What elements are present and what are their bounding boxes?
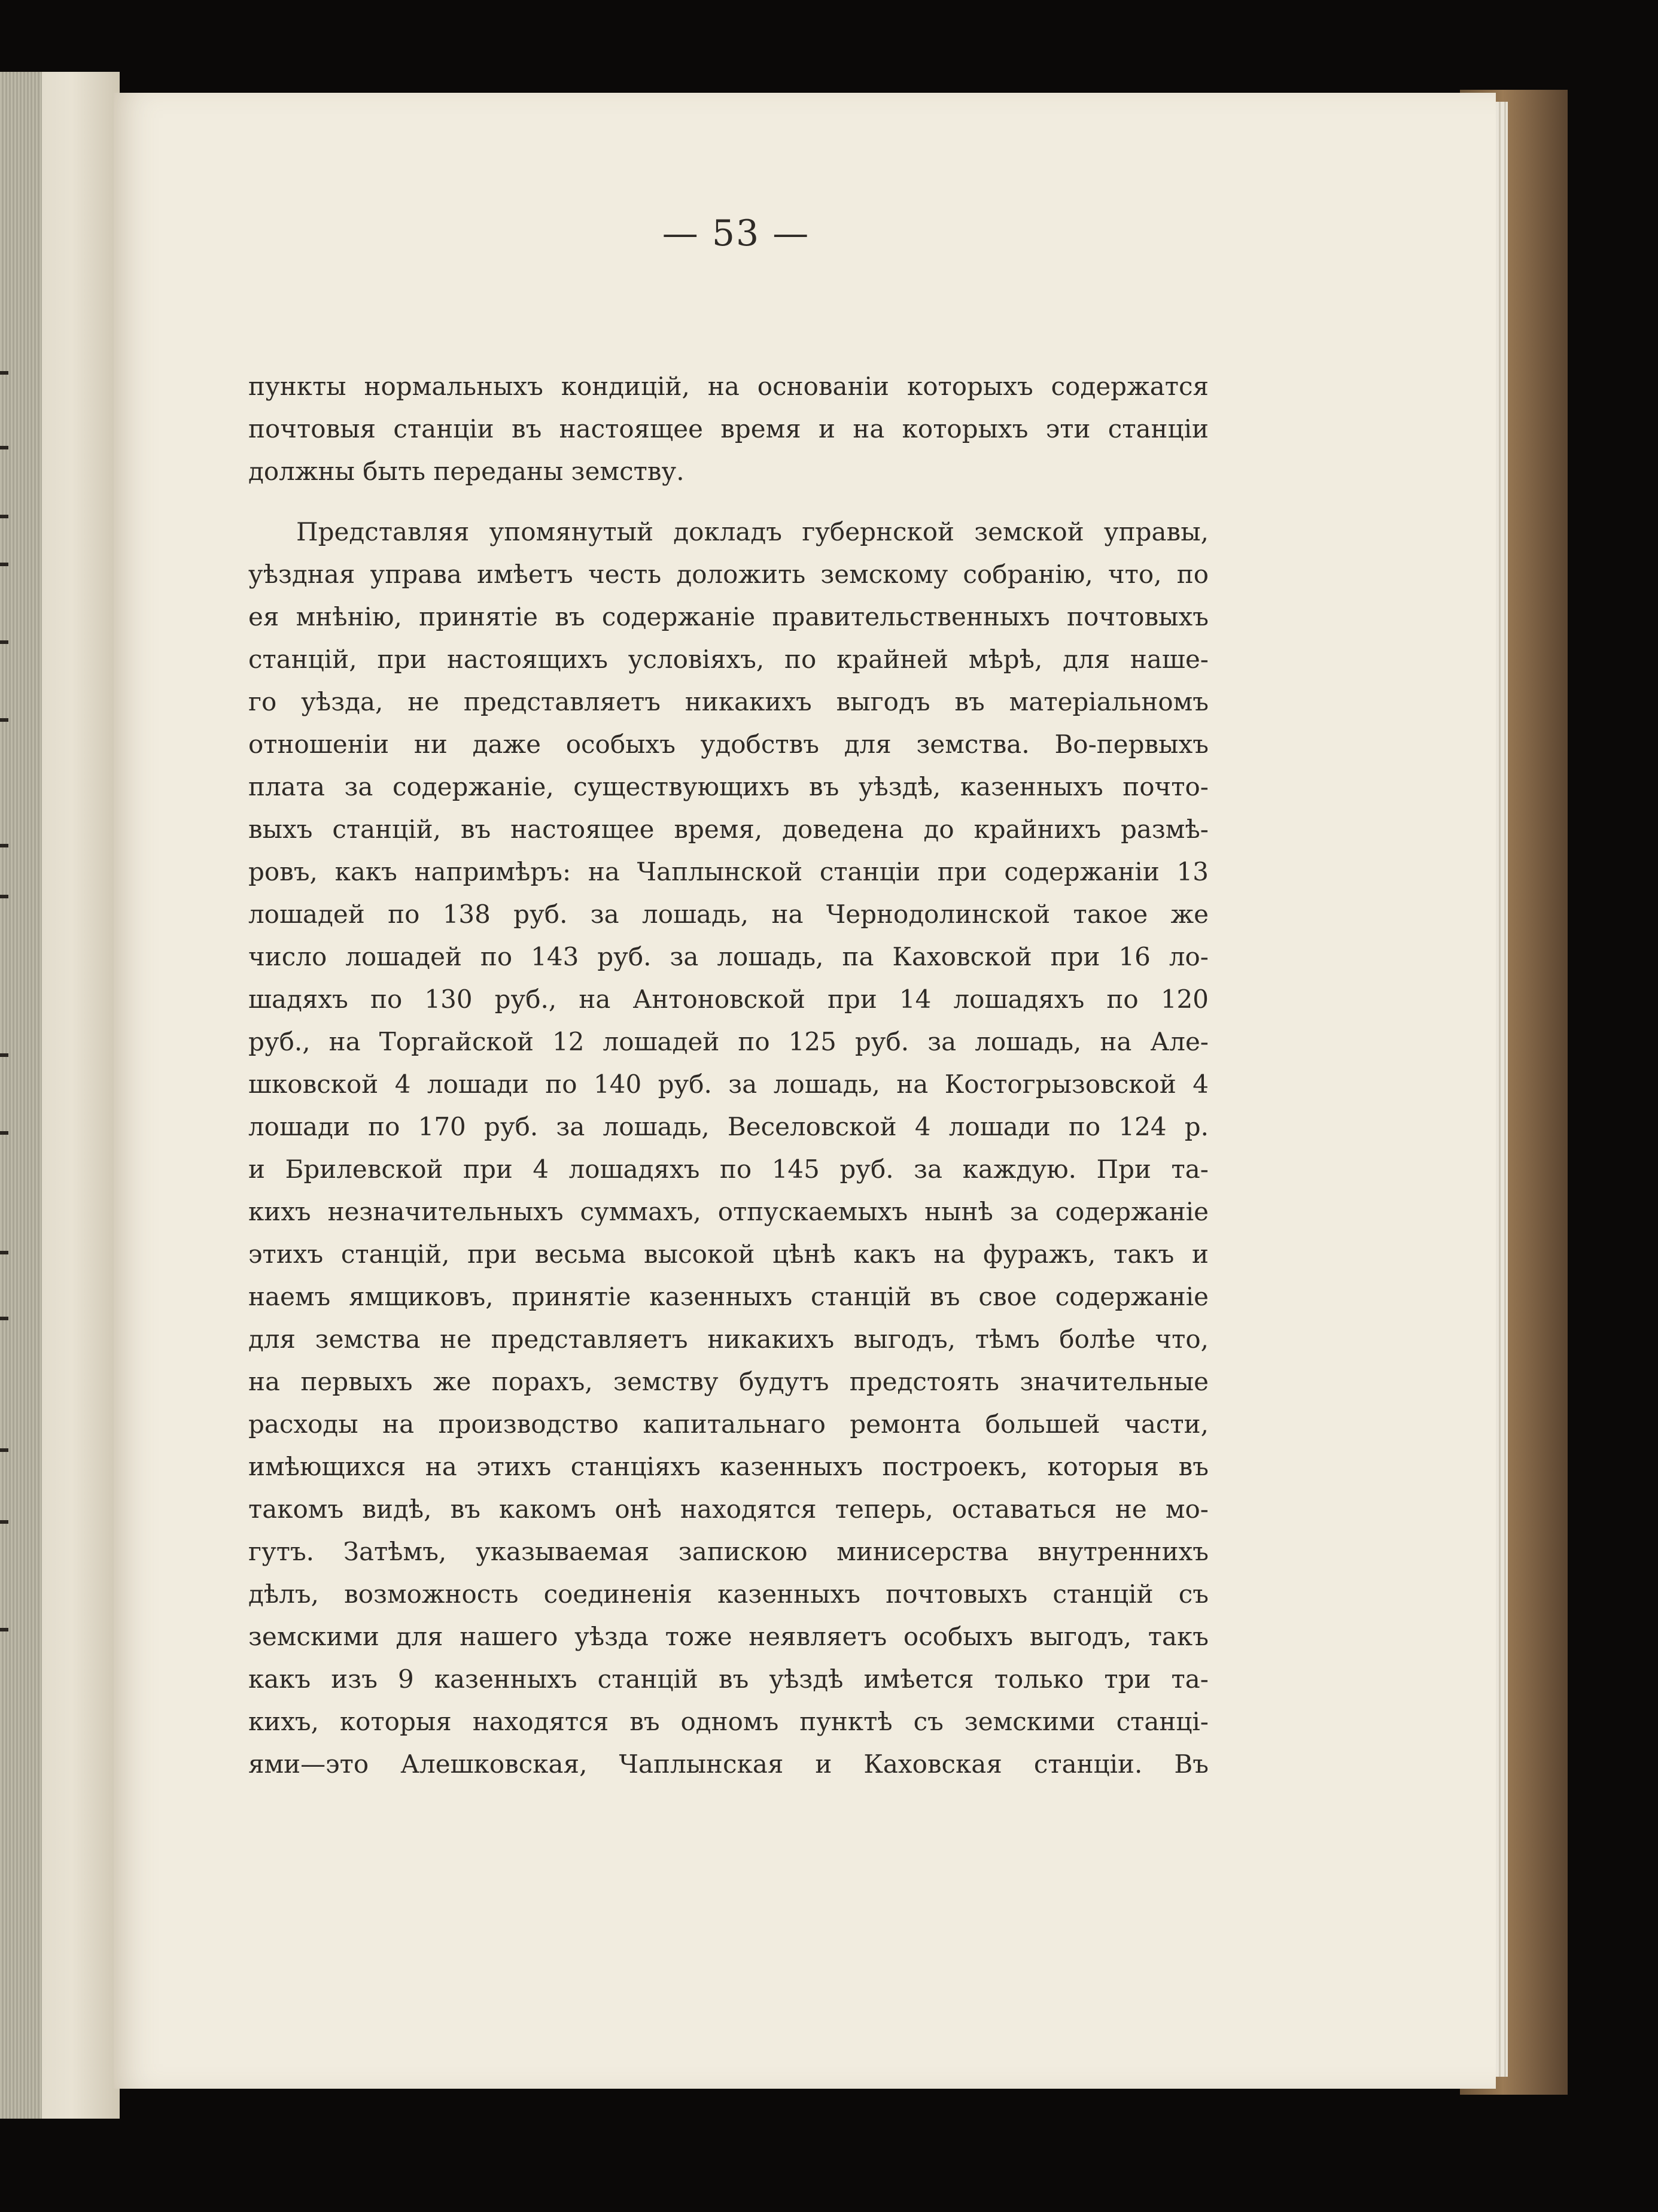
page-number: — 53 —: [662, 212, 810, 254]
text-line: должны быть переданы земству.: [248, 457, 685, 486]
page-text: [248, 365, 1209, 1785]
text-line: на первыхъ же порахъ, земству будутъ предстоять значительные: [248, 1367, 1209, 1396]
text-line: руб., на Торгайской 12 лошадей по 125 руб. за лошадь, на Але-: [248, 1027, 1209, 1056]
text-line: плата за содержаніе, существующихъ въ уѣздѣ, казенныхъ почто-: [248, 772, 1209, 801]
text-line: Представляя упомянутый докладъ губернской земской управы,: [296, 517, 1209, 546]
left-cloth-edge: [0, 72, 42, 2119]
text-line: имѣющихся на этихъ станціяхъ казенныхъ построекъ, которыя въ: [248, 1452, 1209, 1481]
text-line: шковской 4 лошади по 140 руб. за лошадь, на Костогрызовской 4: [248, 1069, 1209, 1099]
text-line: выхъ станцій, въ настоящее время, доведена до крайнихъ размѣ-: [248, 815, 1209, 844]
text-line: го уѣзда, не представляетъ никакихъ выгодъ въ матеріальномъ: [248, 687, 1209, 716]
text-line: шадяхъ по 130 руб., на Антоновской при 14 лошадяхъ по 120: [248, 985, 1209, 1014]
text-line: кихъ, которыя находятся въ одномъ пунктѣ съ земскими станці-: [248, 1707, 1209, 1736]
text-line: пункты нормальныхъ кондицій, на основаніи которыхъ содержатся: [248, 372, 1209, 401]
text-line: почтовыя станціи въ настоящее время и на которыхъ эти станціи: [248, 414, 1209, 443]
text-line: для земства не представляетъ никакихъ выгодъ, тѣмъ болѣе что,: [248, 1324, 1209, 1354]
text-line: станцій, при настоящихъ условіяхъ, по крайней мѣрѣ, для наше-: [248, 645, 1209, 674]
text-line: этихъ станцій, при весьма высокой цѣнѣ какъ на фуражъ, такъ и: [248, 1239, 1209, 1269]
text-line: число лошадей по 143 руб. за лошадь, па Каховской при 16 ло-: [248, 942, 1209, 971]
text-line: уѣздная управа имѣетъ честь доложить земскому собранію, что, по: [248, 560, 1209, 589]
text-line: кихъ незначительныхъ суммахъ, отпускаемыхъ нынѣ за содержаніе: [248, 1197, 1209, 1226]
text-line: и Брилевской при 4 лошадяхъ по 145 руб. за каждую. При та-: [248, 1154, 1209, 1184]
text-line: лошадей по 138 руб. за лошадь, на Чернодолинской такое же: [248, 900, 1209, 929]
text-line: ея мнѣнію, принятіе въ содержаніе правительственныхъ почтовыхъ: [248, 602, 1209, 631]
text-line: лошади по 170 руб. за лошадь, Веселовской 4 лошади по 124 р.: [248, 1112, 1209, 1141]
text-line: расходы на производство капитальнаго ремонта большей части,: [248, 1409, 1209, 1439]
text-line: ровъ, какъ напримѣръ: на Чаплынской станціи при содержаніи 13: [248, 857, 1209, 886]
text-line: такомъ видѣ, въ какомъ онѣ находятся теперь, оставаться не мо-: [248, 1494, 1209, 1524]
text-line: ями—это Алешковская, Чаплынская и Каховская станціи. Въ: [248, 1749, 1209, 1779]
text-line: земскими для нашего уѣзда тоже неявляетъ особыхъ выгодъ, такъ: [248, 1622, 1209, 1651]
text-line: дѣлъ, возможность соединенія казенныхъ почтовыхъ станцій съ: [248, 1579, 1209, 1609]
text-line: какъ изъ 9 казенныхъ станцій въ уѣздѣ имѣется только три та-: [248, 1664, 1209, 1694]
text-line: гутъ. Затѣмъ, указываемая запискою минисерства внутреннихъ: [248, 1537, 1209, 1566]
text-line: наемъ ямщиковъ, принятіе казенныхъ станцій въ свое содержаніе: [248, 1282, 1209, 1311]
text-line: отношеніи ни даже особыхъ удобствъ для земства. Во-первыхъ: [248, 730, 1209, 759]
